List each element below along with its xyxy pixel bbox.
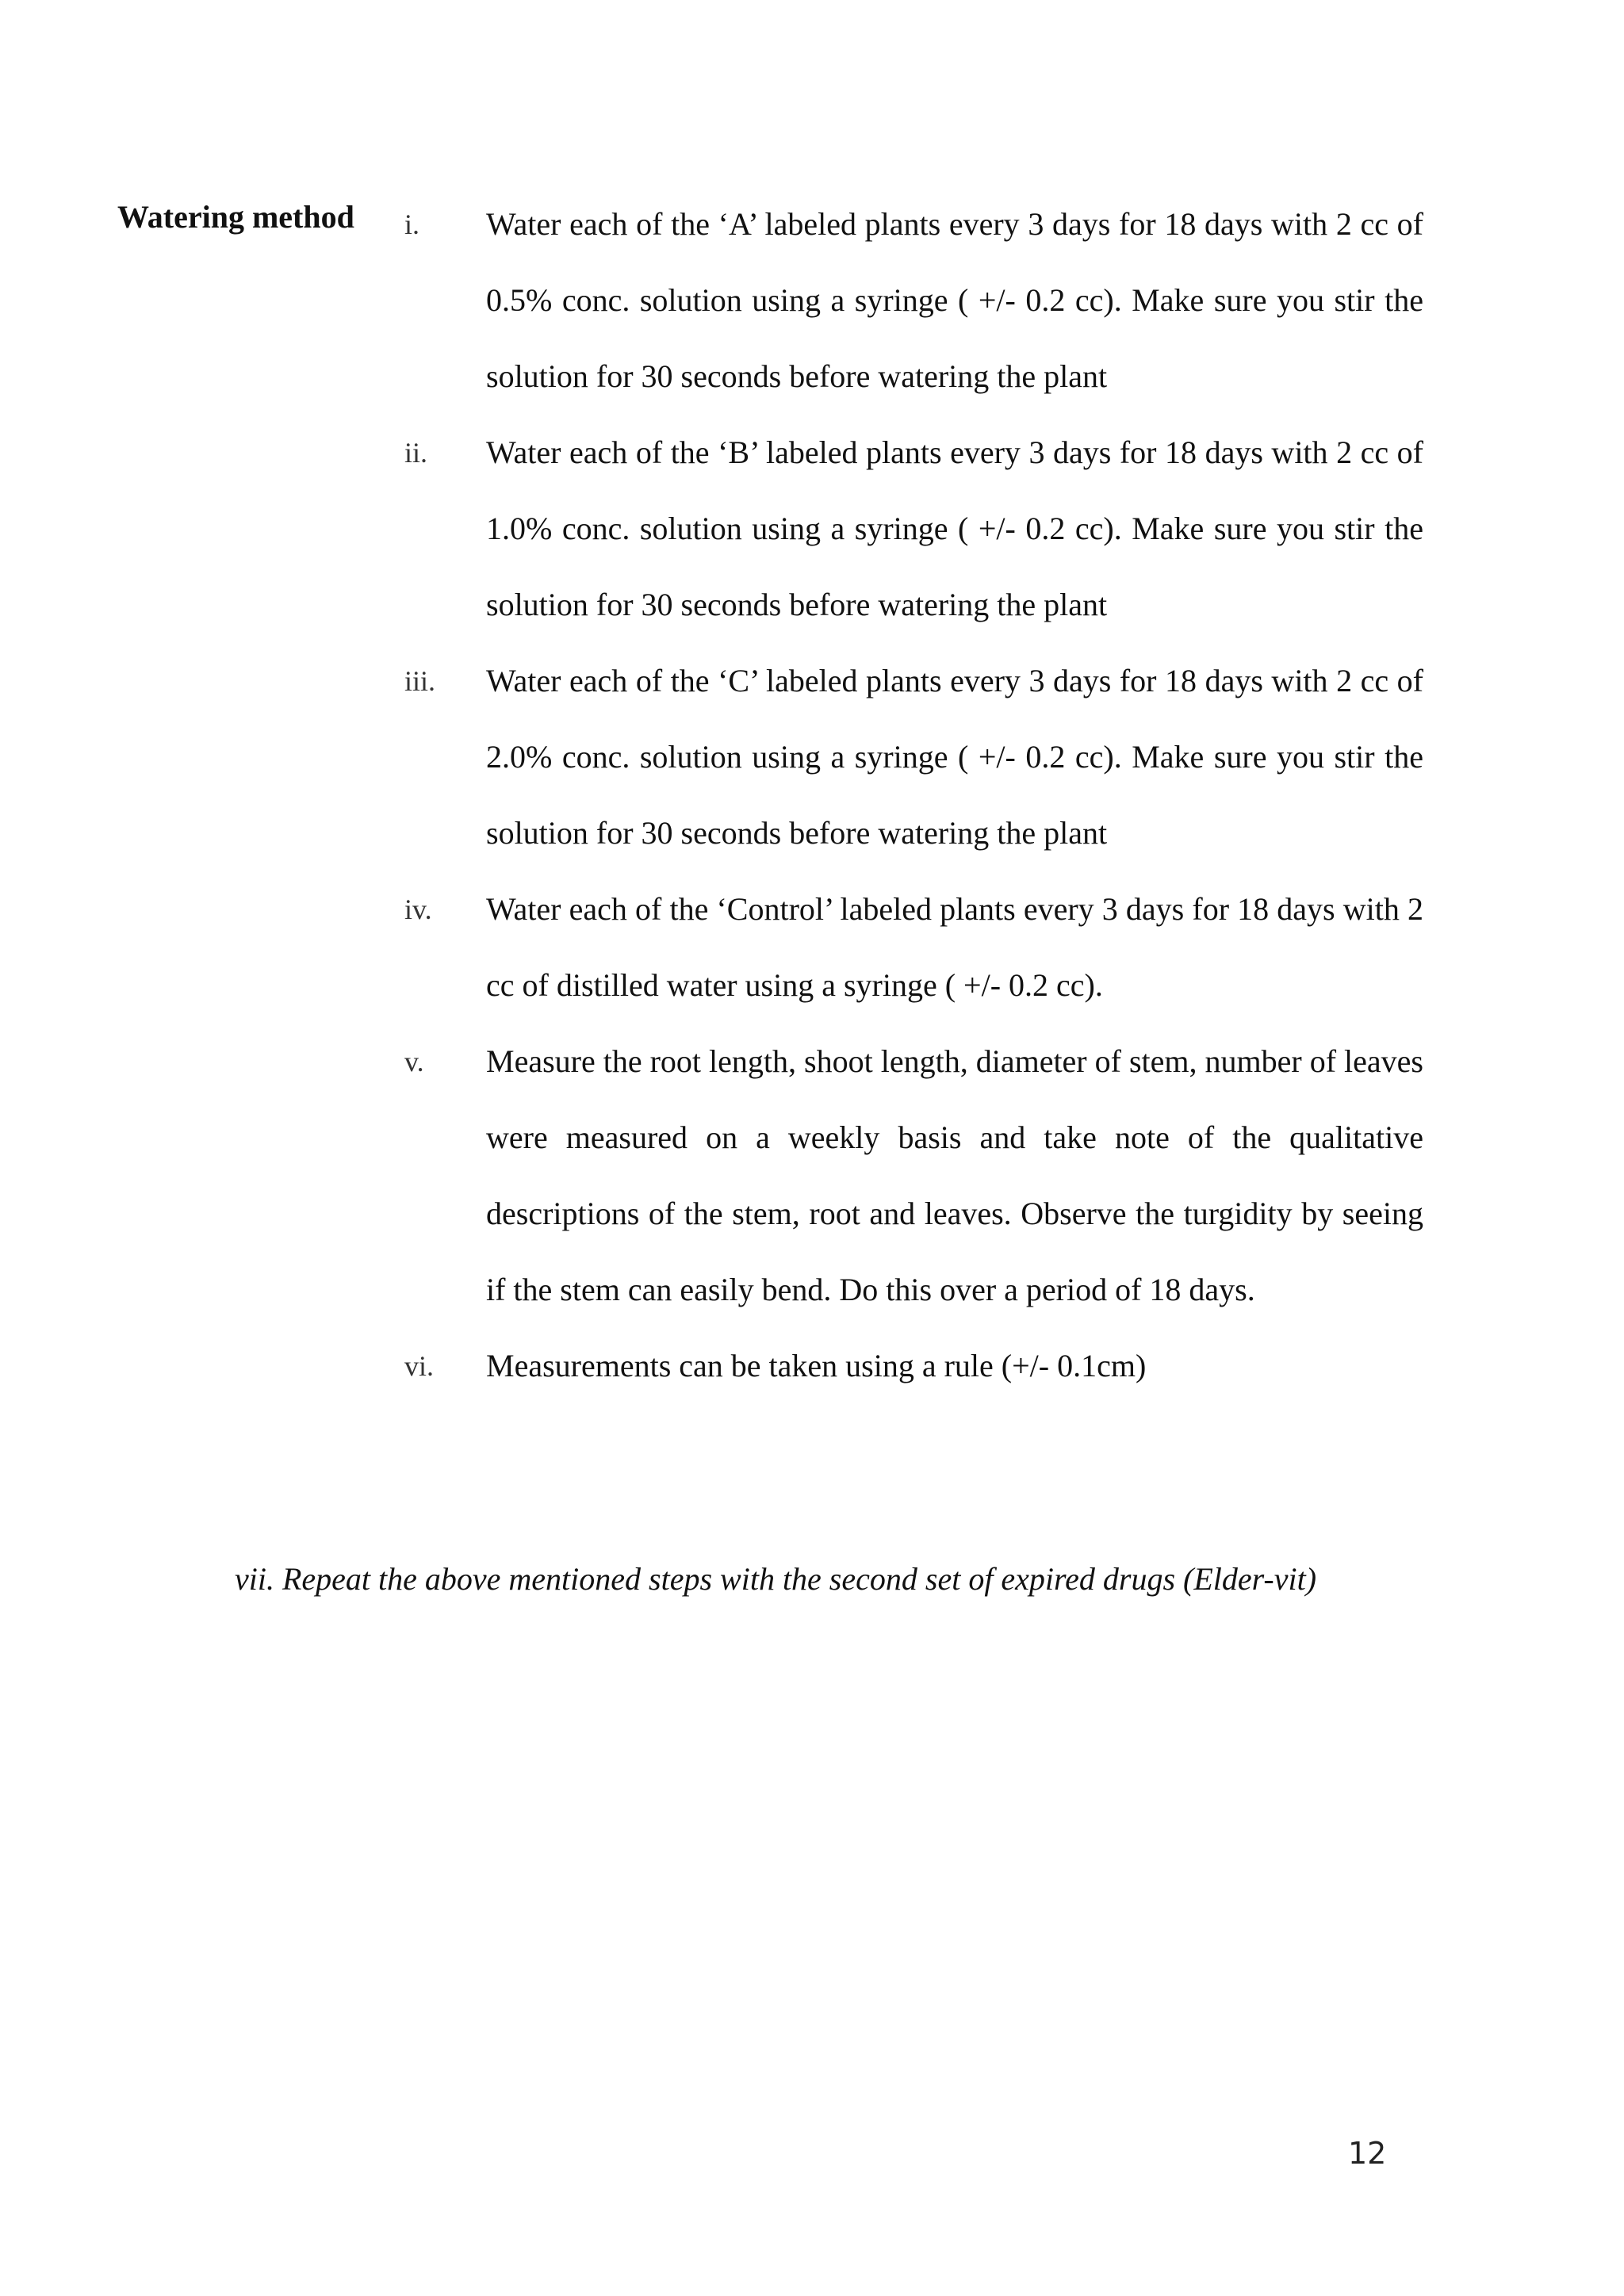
step-text: Measure the root length, shoot length, diameter of stem, number of leaves were measured on a weekly basis and take note of the qualitative descriptions of the stem, root and leaves. Observe the turgidity by seeing if the stem can easily bend. Do this over a period of 18 days. — [486, 1043, 1423, 1307]
step-text: Water each of the ‘C’ labeled plants every 3 days for 18 days with 2 cc of 2.0% conc. solution using a syringe ( +/- 0.2 cc). Make sure you stir the solution for 30 seconds before watering the plant — [486, 663, 1423, 851]
steps-list — [404, 186, 1423, 1404]
step-numeral: ii. — [404, 437, 428, 469]
step-text: Measurements can be taken using a rule (+/- 0.1cm) — [486, 1348, 1147, 1383]
step-numeral: i. — [404, 209, 420, 240]
step-numeral: v. — [404, 1046, 424, 1077]
section-heading: Watering method — [117, 199, 354, 235]
list-item — [404, 415, 1423, 643]
step-numeral: iv. — [404, 894, 432, 925]
list-item — [404, 186, 1423, 415]
step-numeral: vi. — [404, 1350, 435, 1382]
step-text: Water each of the ‘A’ labeled plants every 3 days for 18 days with 2 cc of 0.5% conc. solution using a syringe ( +/- 0.2 cc). Make sure you stir the solution for 30 seconds before watering the plant — [486, 206, 1423, 394]
step-numeral: iii. — [404, 665, 436, 697]
step-text: Water each of the ‘Control’ labeled plants every 3 days for 18 days with 2 cc of distilled water using a syringe ( +/- 0.2 cc). — [486, 891, 1423, 1003]
list-item — [404, 643, 1423, 871]
step-text: Water each of the ‘B’ labeled plants every 3 days for 18 days with 2 cc of 1.0% conc. solution using a syringe ( +/- 0.2 cc). Make sure you stir the solution for 30 seconds before watering the plant — [486, 434, 1423, 622]
list-item — [404, 1024, 1423, 1328]
page-number: 12 — [1348, 2136, 1387, 2171]
list-item — [404, 871, 1423, 1024]
list-item — [404, 1328, 1423, 1404]
repeat-steps-note: vii. Repeat the above mentioned steps with the second set of expired drugs (Elder-vit) — [235, 1561, 1317, 1597]
